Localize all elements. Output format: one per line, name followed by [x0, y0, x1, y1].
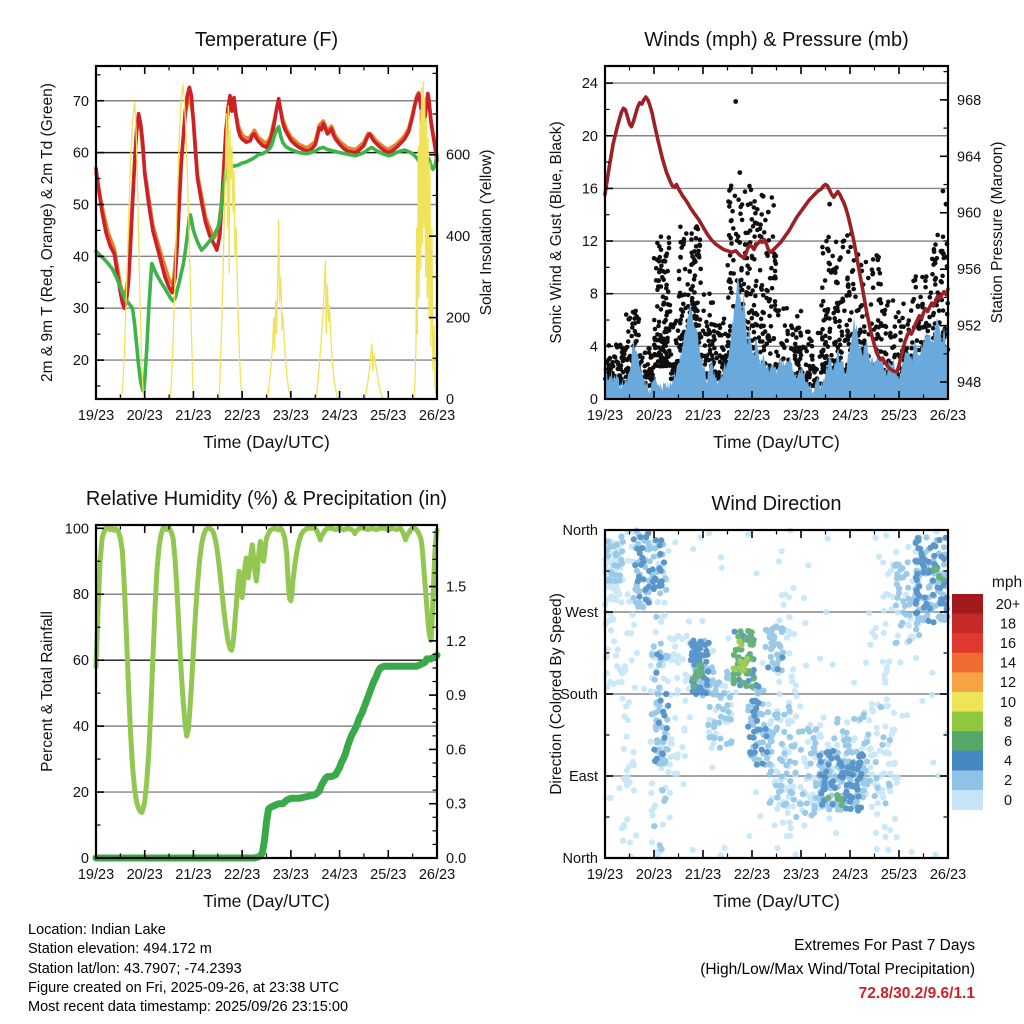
winds_pressure-ytick-left: 12 [581, 234, 598, 251]
wind_direction-xtick: 19/23 [586, 867, 624, 883]
colorbar-units-label: mph [991, 574, 1023, 591]
temperature-ytick-right: 0 [446, 392, 455, 408]
rh_precip-ytick-left: 100 [64, 521, 89, 538]
wind_direction-ytick-left: South [560, 687, 598, 703]
rh_precip-xtick: 19/23 [77, 867, 115, 883]
rh_precip-ytick-right: 0.3 [446, 796, 467, 813]
temperature-xtick: 19/23 [77, 408, 115, 424]
temperature-ytick-left: 40 [72, 249, 89, 266]
winds_pressure-ytick-left: 24 [581, 76, 598, 93]
footer-created: Figure created on Fri, 2025-09-26, at 23:38 UTC [28, 979, 340, 996]
footer-latlon: Station lat/lon: 43.7907; -74.2393 [28, 960, 242, 977]
temperature-ytick-left: 20 [72, 353, 89, 370]
temperature-title: Temperature (F) [194, 29, 339, 51]
wind_direction-xtick: 24/23 [831, 867, 869, 883]
wind_direction-xlabel: Time (Day/UTC) [713, 891, 840, 911]
colorbar-tick-label: 12 [999, 675, 1017, 692]
temperature-xtick: 26/23 [418, 408, 456, 424]
rh_precip-ytick-right: 1.2 [446, 633, 467, 650]
temperature-ytick-right: 600 [446, 147, 471, 164]
winds_pressure-ytick-left: 8 [589, 286, 598, 303]
rh_precip-xtick: 23/23 [272, 867, 310, 883]
wind_direction-xtick: 23/23 [782, 867, 820, 883]
rh_precip-ytick-right: 0.0 [446, 851, 467, 867]
winds_pressure-xtick: 22/23 [733, 408, 771, 424]
speed-colorbar [952, 574, 1022, 810]
rh_precip-ytick-right: 0.9 [446, 688, 467, 705]
footer-timestamp: Most recent data timestamp: 2025/09/26 23:15:00 [28, 999, 349, 1016]
footer-location: Location: Indian Lake [28, 922, 166, 938]
rh_precip-xlabel: Time (Day/UTC) [203, 891, 330, 911]
winds_pressure-ytick-right: 948 [957, 375, 982, 392]
wind_direction-xtick: 22/23 [733, 867, 771, 883]
rh_precip-ytick-left: 40 [72, 719, 89, 736]
winds_pressure-ylabel-left: Sonic Wind & Gust (Blue, Black) [548, 121, 565, 344]
colorbar-tick-label: 6 [1003, 734, 1013, 750]
winds_pressure-ylabel-right: Station Pressure (Maroon) [989, 141, 1006, 324]
temperature-ytick-left: 70 [72, 93, 89, 110]
rh_precip-xtick: 25/23 [370, 867, 407, 883]
extremes-title: Extremes For Past 7 Days [794, 937, 975, 954]
station-footer [28, 921, 348, 1017]
colorbar-tick-label: 8 [1003, 714, 1013, 731]
wind_direction-ytick-left: North [562, 851, 598, 867]
wind_direction-ytick-left: East [568, 769, 598, 785]
rh_precip-xtick: 21/23 [175, 867, 212, 883]
temperature-xtick: 20/23 [126, 408, 163, 424]
colorbar-tick-label: 20+ [995, 596, 1021, 613]
temperature-ytick-left: 50 [72, 197, 89, 214]
rh_precip-ytick-right: 1.5 [446, 579, 467, 596]
rh_precip-title: Relative Humidity (%) & Precipitation (in) [85, 488, 448, 510]
series-2m-td-green [96, 127, 437, 392]
wind_direction-xtick: 21/23 [684, 867, 722, 883]
wind_direction-panel [548, 493, 1022, 911]
temperature-ytick-left: 30 [72, 301, 89, 318]
series-station-pressure [605, 97, 948, 372]
winds_pressure-xlabel: Time (Day/UTC) [713, 432, 840, 452]
temperature-ytick-right: 200 [446, 310, 471, 327]
temperature-ytick-left: 60 [72, 145, 89, 162]
winds_pressure-xtick: 26/23 [929, 408, 967, 424]
rh_precip-xtick: 20/23 [126, 867, 163, 883]
temperature-xtick: 21/23 [175, 408, 212, 424]
wind_direction-xtick: 25/23 [880, 867, 918, 883]
rh_precip-ytick-left: 80 [72, 587, 89, 604]
rh_precip-xtick: 26/23 [418, 867, 456, 883]
winds_pressure-xtick: 23/23 [782, 408, 820, 424]
winds_pressure-ytick-right: 964 [957, 149, 982, 166]
winds_pressure-ytick-left: 0 [589, 392, 598, 408]
temperature-xtick: 25/23 [370, 408, 407, 424]
winds_pressure-panel [548, 29, 1006, 452]
series-relative-humidity [96, 528, 437, 812]
extremes-block [700, 934, 975, 1006]
footer-elevation: Station elevation: 494.172 m [28, 941, 212, 958]
rh_precip-ytick-right: 0.6 [446, 742, 467, 759]
winds_pressure-ytick-right: 956 [957, 262, 982, 279]
colorbar-tick-label: 14 [999, 655, 1017, 672]
temperature-xtick: 24/23 [321, 408, 358, 424]
temperature-ylabel-left: 2m & 9m T (Red, Orange) & 2m Td (Green) [39, 83, 56, 382]
extremes-subtitle: (High/Low/Max Wind/Total Precipitation) [700, 961, 975, 978]
colorbar-tick-label: 10 [999, 694, 1017, 711]
winds_pressure-ytick-right: 952 [957, 318, 982, 335]
winds_pressure-xtick: 19/23 [586, 408, 624, 424]
temperature-xlabel: Time (Day/UTC) [203, 432, 330, 452]
temperature-xtick: 23/23 [272, 408, 310, 424]
colorbar-tick-label: 2 [1003, 773, 1013, 790]
winds_pressure-title: Winds (mph) & Pressure (mb) [644, 29, 909, 51]
wind_direction-xtick: 20/23 [635, 867, 673, 883]
winds_pressure-ytick-left: 16 [581, 181, 598, 198]
winds_pressure-ytick-right: 960 [957, 205, 982, 222]
colorbar-tick-label: 0 [1003, 792, 1013, 809]
rh_precip-ylabel-left: Percent & Total Rainfall [39, 611, 56, 772]
winds_pressure-xtick: 20/23 [635, 408, 673, 424]
rh_precip-xtick: 24/23 [321, 867, 358, 883]
winds_pressure-xtick: 25/23 [880, 408, 918, 424]
gust-scatter [603, 99, 950, 388]
winds_pressure-ytick-left: 20 [581, 128, 598, 145]
rh_precip-panel [39, 488, 466, 911]
temperature-ylabel-right: Solar Insolation (Yellow) [478, 149, 495, 316]
winds_pressure-xtick: 21/23 [684, 408, 722, 424]
temperature-ytick-right: 400 [446, 229, 471, 246]
series-2m-t-red [96, 87, 437, 308]
winds_pressure-ytick-right: 968 [957, 92, 982, 109]
wind_direction-title: Wind Direction [711, 493, 842, 515]
wind_direction-ytick-left: North [562, 523, 598, 539]
rh_precip-ytick-left: 0 [80, 851, 89, 867]
temperature-xtick: 22/23 [223, 408, 261, 424]
winds_pressure-xtick: 24/23 [831, 408, 869, 424]
extremes-values: 72.8/30.2/9.6/1.1 [858, 985, 975, 1002]
colorbar-tick-label: 18 [999, 616, 1017, 633]
rh_precip-ytick-left: 20 [72, 785, 89, 802]
wind_direction-xtick: 26/23 [929, 867, 967, 883]
temperature-panel [39, 29, 495, 452]
colorbar-tick-label: 4 [1003, 753, 1013, 770]
rh_precip-ytick-left: 60 [72, 653, 89, 670]
winds_pressure-ytick-left: 4 [589, 339, 598, 356]
wind_direction-ytick-left: West [565, 605, 598, 621]
wind_direction-ylabel-left: Direction (Colored By Speed) [548, 593, 565, 795]
rh_precip-xtick: 22/23 [223, 867, 261, 883]
colorbar-tick-label: 16 [999, 636, 1017, 652]
